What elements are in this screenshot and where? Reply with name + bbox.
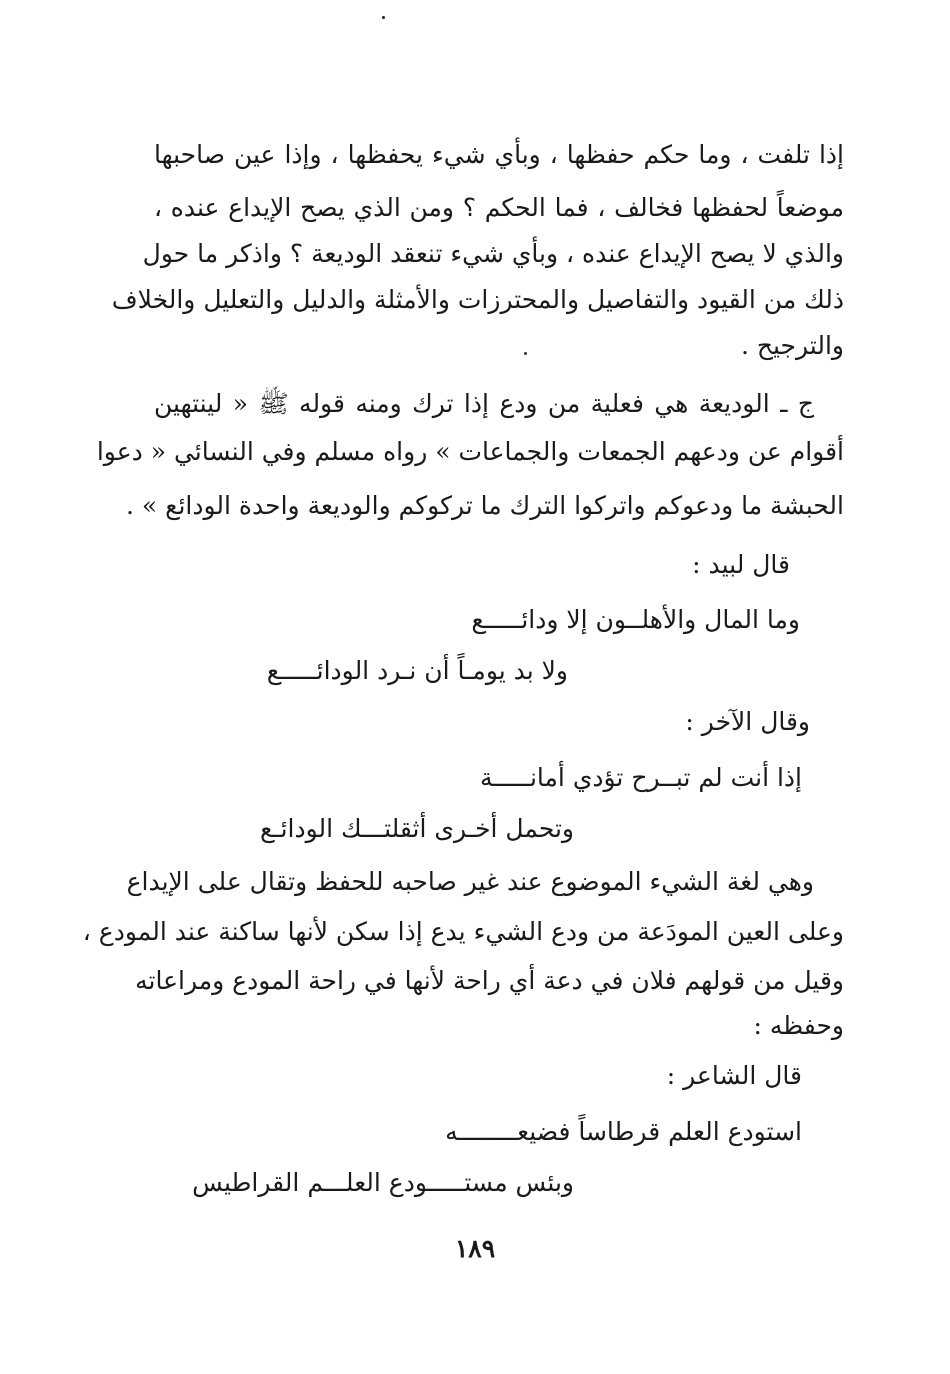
paragraph-1-line-3: والذي لا يصح الإيداع عنده ، وبأي شيء تنعقد الوديعة ؟ واذكر ما حول (142, 239, 844, 268)
poem-3-hemistich-1: استودع العلم قرطاساً فضيعــــــــه (445, 1117, 802, 1146)
poem-2-hemistich-2: وتحمل أخـرى أثقلتـــك الودائـع (259, 814, 574, 843)
stray-dot (524, 352, 527, 355)
poem-1-hemistich-1: وما المال والأهلــون إلا ودائـــــع (471, 605, 800, 634)
paragraph-3-line-3: وقيل من قولهم فلان في دعة أي راحة لأنها في راحة المودع ومراعاته (135, 966, 844, 995)
poem-2-intro: وقال الآخر : (685, 707, 810, 736)
paragraph-1-line-4: ذلك من القيود والتفاصيل والمحترزات والأمثلة والدليل والتعليل والخلاف (111, 285, 844, 314)
paragraph-2-line-3: الحبشة ما ودعوكم واتركوا الترك ما تركوكم والوديعة واحدة الودائع » . (126, 491, 844, 520)
paragraph-1-line-1: إذا تلفت ، وما حكم حفظها ، وبأي شيء يحفظها ، وإذا عين صاحبها (154, 140, 844, 169)
paragraph-3-line-4: وحفظه : (753, 1011, 844, 1040)
poem-2-hemistich-1: إذا أنت لم تبــرح تؤدي أمانـــــة (479, 763, 802, 792)
paragraph-1-line-2: موضعاً لحفظها فخالف ، فما الحكم ؟ ومن الذي يصح الإيداع عنده ، (154, 193, 844, 222)
poem-3-intro: قال الشاعر : (666, 1061, 802, 1090)
poem-1-hemistich-2: ولا بد يومـاً أن نـرد الودائـــــع (266, 656, 568, 685)
poem-3-hemistich-2: وبئس مستـــــودع العلـــم القراطيس (192, 1168, 574, 1197)
paragraph-1-line-5: والترجيح . (740, 331, 844, 360)
top-margin-dot (382, 16, 385, 19)
poem-1-intro: قال لبيد : (692, 550, 790, 579)
paragraph-3-line-2: وعلى العين المودَعة من ودع الشيء يدع إذا سكن لأنها ساكنة عند المودع ، (82, 917, 844, 946)
page-number: ١٨٩ (454, 1234, 496, 1263)
paragraph-2-line-1: ج ـ الوديعة هي فعلية من ودع إذا ترك ومنه قوله ﷺ « لينتهين (154, 389, 814, 418)
paragraph-3-line-1: وهي لغة الشيء الموضوع عند غير صاحبه للحفظ وتقال على الإيداع (126, 867, 814, 896)
paragraph-2-line-2: أقوام عن ودعهم الجمعات والجماعات » رواه مسلم وفي النسائي « دعوا (96, 437, 844, 466)
